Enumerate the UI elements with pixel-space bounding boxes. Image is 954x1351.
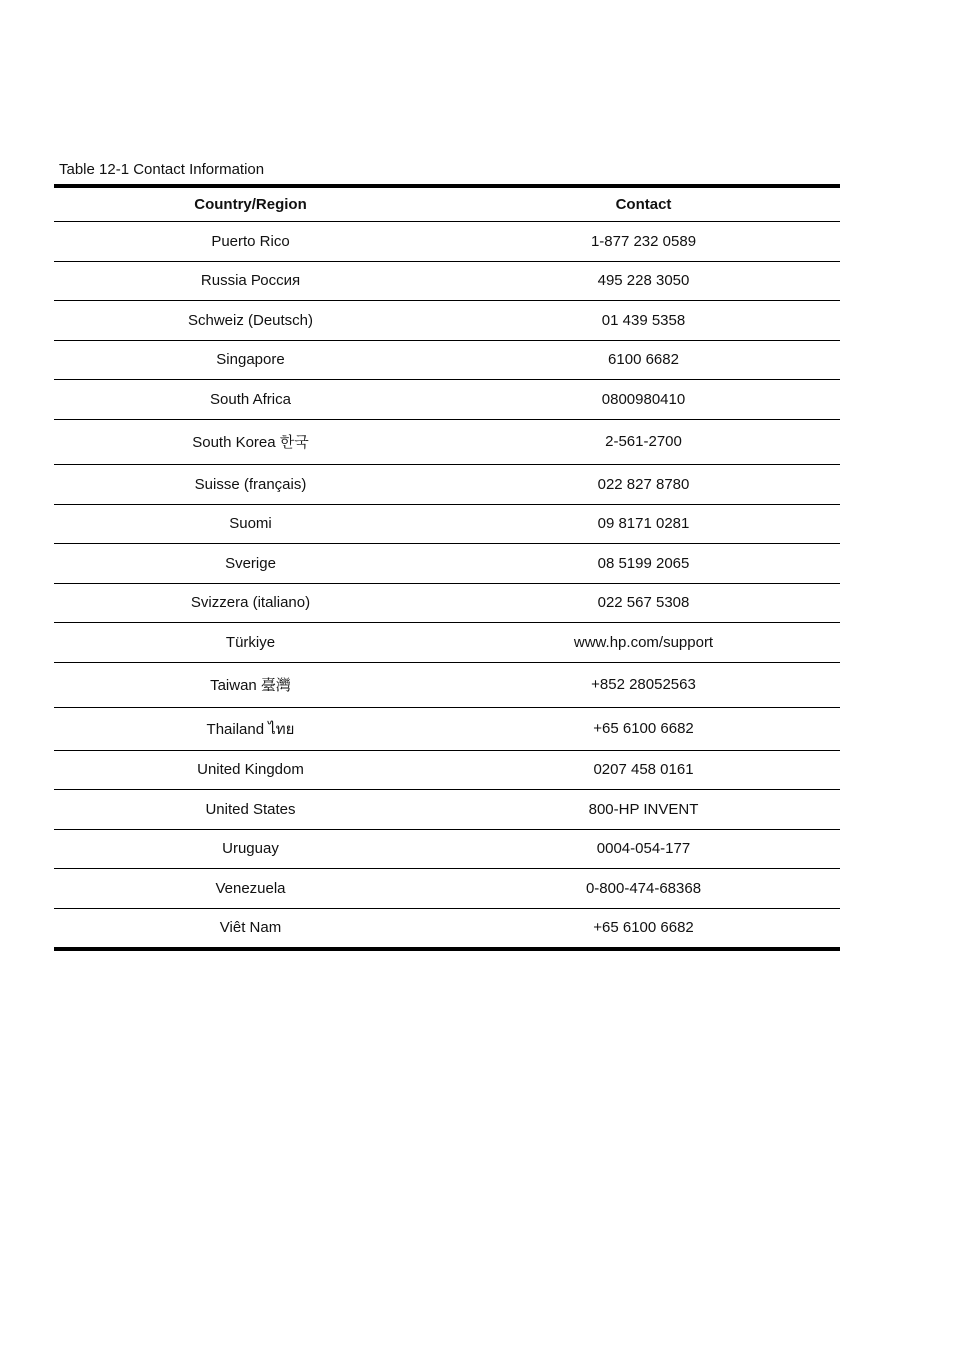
contact-cell: 0800980410 xyxy=(601,390,686,408)
country-cell: Singapore xyxy=(216,351,285,369)
contact-cell: 800-HP INVENT xyxy=(588,800,699,818)
header-country: Country/Region xyxy=(194,196,307,213)
country-cell: Viêt Nam xyxy=(219,919,282,937)
country-cell: Uruguay xyxy=(222,840,279,858)
contact-cell: 022 827 8780 xyxy=(597,475,690,493)
table-row xyxy=(54,262,840,302)
contact-cell: www.hp.com/support xyxy=(573,633,714,651)
table-row xyxy=(54,708,840,751)
country-cell: Russia Россия xyxy=(200,272,301,290)
contact-cell: 022 567 5308 xyxy=(597,594,690,612)
country-cell: Sverige xyxy=(225,554,276,572)
header-contact: Contact xyxy=(615,196,672,213)
country-cell: Venezuela xyxy=(215,879,286,897)
country-cell: Türkiye xyxy=(225,633,276,651)
table-row xyxy=(54,544,840,584)
table-row xyxy=(54,584,840,624)
table-row xyxy=(54,380,840,420)
country-cell: United States xyxy=(205,800,296,818)
contact-cell: +65 6100 6682 xyxy=(593,720,694,738)
table-row xyxy=(54,869,840,909)
table-row xyxy=(54,830,840,870)
contact-table xyxy=(54,184,840,951)
table-row xyxy=(54,663,840,709)
contact-cell: 08 5199 2065 xyxy=(597,554,690,572)
table-row xyxy=(54,909,840,948)
table-row xyxy=(54,465,840,505)
table-row xyxy=(54,751,840,791)
country-cell: Taiwan 臺灣 xyxy=(210,677,291,695)
country-cell: South Korea 한국 xyxy=(192,434,309,452)
country-cell: United Kingdom xyxy=(197,761,304,779)
table-row xyxy=(54,222,840,262)
contact-cell: 0207 458 0161 xyxy=(593,761,694,779)
contact-cell: 6100 6682 xyxy=(608,351,679,369)
table-row xyxy=(54,505,840,545)
contact-cell: 01 439 5358 xyxy=(601,311,686,329)
table-row xyxy=(54,623,840,663)
table-row xyxy=(54,420,840,466)
country-cell: Suisse (français) xyxy=(194,475,307,493)
contact-cell: 495 228 3050 xyxy=(597,272,690,290)
table-row xyxy=(54,341,840,381)
country-cell: Schweiz (Deutsch) xyxy=(187,311,314,329)
contact-cell: 2-561-2700 xyxy=(605,433,682,451)
country-cell: Puerto Rico xyxy=(211,232,290,250)
contact-cell: +852 28052563 xyxy=(591,676,696,694)
table-row xyxy=(54,790,840,830)
country-cell: South Africa xyxy=(210,390,291,408)
contact-cell: 0004-054-177 xyxy=(596,840,691,858)
table-caption: Table 12-1 Contact Information xyxy=(59,161,265,178)
country-cell: Thailand ไทย xyxy=(206,720,295,738)
contact-cell: 09 8171 0281 xyxy=(597,515,690,533)
table-header-row xyxy=(54,188,840,222)
contact-cell: 1-877 232 0589 xyxy=(590,232,697,250)
country-cell: Svizzera (italiano) xyxy=(190,594,311,612)
table-row xyxy=(54,301,840,341)
contact-cell: 0-800-474-68368 xyxy=(585,879,702,897)
contact-cell: +65 6100 6682 xyxy=(593,919,694,937)
country-cell: Suomi xyxy=(229,515,272,533)
